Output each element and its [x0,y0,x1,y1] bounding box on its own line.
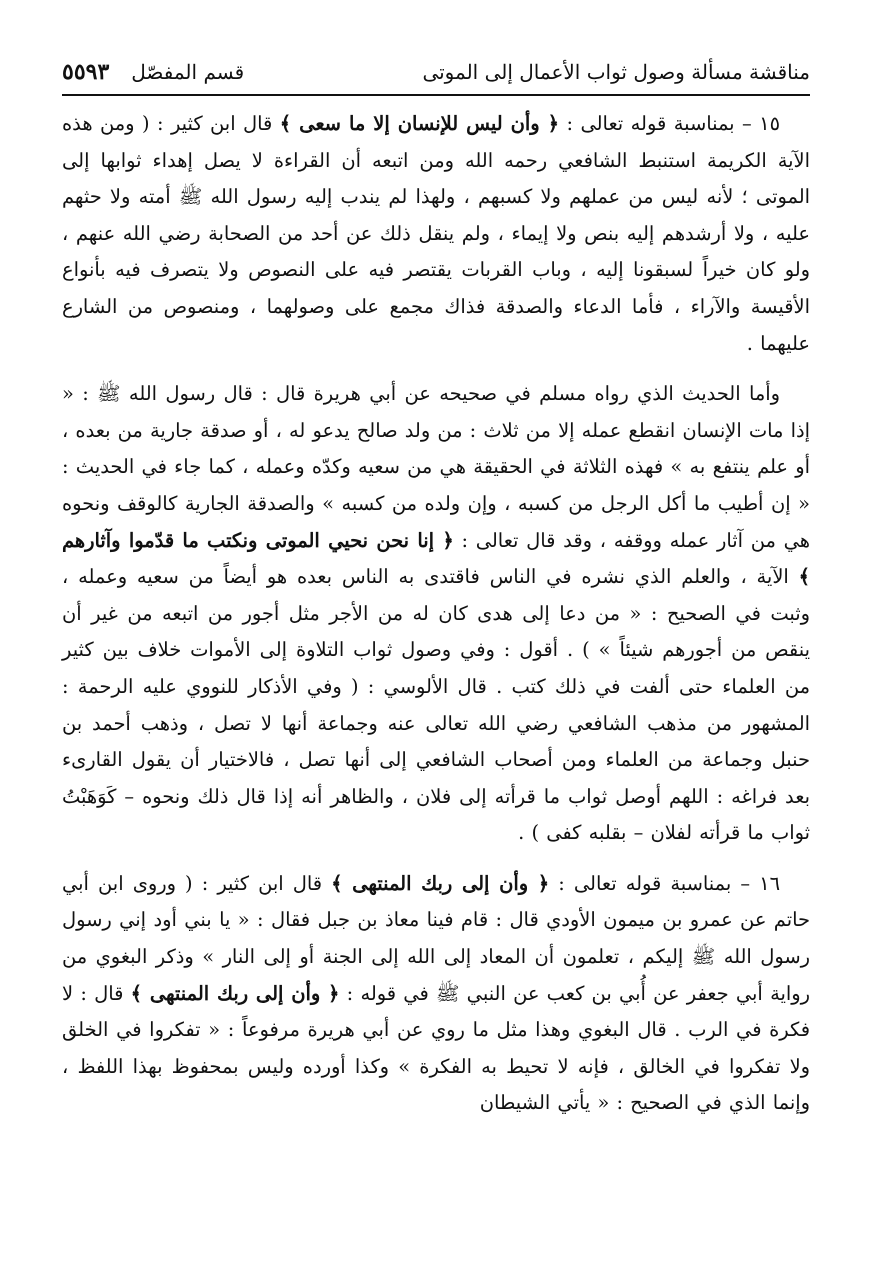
running-header [62,52,810,92]
quran-verse: ﴿ وأن إلى ربك المنتهى ﴾ [130,981,340,1005]
paragraph-text: الآية ، والعلم الذي نشره في الناس فاقتدى به الناس بعده هو أيضاً من سعيه وعمله ، وثبت في الصحيح : « من دعا إلى هدى كان له من الأجر مثل أجور من اتبعه من غير أن ينقص من أجورهم شيئاً » ) . أقول : وفي وصول ثواب التلاوة إلى الأموات خلاف بين كثير من العلماء حتى ألفت في ذلك كتب . قال الألوسي : ( وفي الأذكار للنووي عليه الرحمة : المشهور من مذهب الشافعي رضي الله تعالى عنه وجماعة أنها لا تصل ، وذهب أحمد بن حنبل وجماعة من العلماء ومن أصحاب الشافعي إلى أنها تصل ، فالاختيار أن يقول القارىء بعد فراغه : اللهم أوصل ثواب ما قرأته إلى فلان ، والظاهر أنه إذا قال ذلك ونحوه – كَوَهَبْتُ ثواب ما قرأته لفلان – بقلبه كفى ) . [62,565,810,845]
paragraph-text: قال ابن كثير : ( ومن هذه الآية الكريمة استنبط الشافعي رحمه الله ومن اتبعه أن القراءة لا يصل إهداء ثوابها إلى الموتى ؛ لأنه ليس من عملهم ولا كسبهم ، ولهذا لم يندب إليه رسول الله ﷺ أمته ولا حثهم عليه ، ولا أرشدهم إليه بنص ولا إيماء ، ولم ينقل ذلك عن أحد من الصحابة رضي الله عنهم ، ولو كان خيراً لسبقونا إليه ، وباب القربات يقتصر فيه على النصوص ولا يتصرف فيه بأنواع الأقيسة والآراء ، فأما الدعاء والصدقة فذاك مجمع على وصولهما ، ومنصوص من الشارع عليهما . [62,112,810,355]
paragraph-text: وأما الحديث الذي رواه مسلم في صحيحه عن أبي هريرة قال : قال رسول الله ﷺ : « إذا مات الإنسان انقطع عمله إلا من ثلاث : من ولد صالح يدعو له ، أو صدقة جارية من بعده ، أو علم ينتفع به » فهذه الثلاثة في الحقيقة هي من سعيه وكدّه وعمله ، كما جاء في الحديث : « إن أطيب ما أكل الرجل من كسبه ، وإن ولده من كسبه » والصدقة الجارية كالوقف ونحوه هي من آثار عمله ووقفه ، وقد قال تعالى : [61,382,811,552]
book-page [62,52,810,1122]
page-number: ٥٥٩٣ [62,59,110,85]
quran-verse: ﴿ وأن ليس للإنسان إلا ما سعى ﴾ [279,112,560,135]
header-rule [62,94,810,96]
chapter-title: مناقشة مسألة وصول ثواب الأعمال إلى الموتى [422,60,810,84]
paragraph-16 [62,866,810,1122]
paragraph-text: ١٥ – بمناسبة قوله تعالى : [559,112,780,135]
header-left-group [62,52,244,92]
quran-verse: ﴿ إنا نحن نحيي الموتى ونكتب ما قدّموا وآثارهم ﴾ [62,528,810,589]
paragraph-15 [62,106,810,362]
section-name: قسم المفصّل [131,60,245,84]
paragraph-text: قال ابن كثير : ( وروى ابن أبي حاتم عن عمرو بن ميمون الأودي قال : قام فينا معاذ بن جبل فقال : « يا بني أود إني رسول رسول الله ﷺ إليكم ، تعلمون أن المعاد إلى الله إلى الجنة أو إلى النار » وذكر البغوي من رواية أبي جعفر عن أُبي بن كعب عن النبي ﷺ في قوله : [62,871,810,1005]
paragraph-text: ١٦ – بمناسبة قوله تعالى : [549,871,780,895]
paragraph-text: قال : لا فكرة في الرب . قال البغوي وهذا مثل ما روي عن أبي هريرة مرفوعاً : « تفكروا في الخلق ولا تفكروا في الخالق ، فإنه لا تحيط به الفكرة » وكذا أورده وليس بمحفوظ بهذا اللفظ ، وإنما الذي في الصحيح : « يأتي الشيطان [62,981,810,1115]
quran-verse: ﴿ وأن إلى ربك المنتهى ﴾ [331,871,550,895]
paragraph-hadith [62,376,810,852]
